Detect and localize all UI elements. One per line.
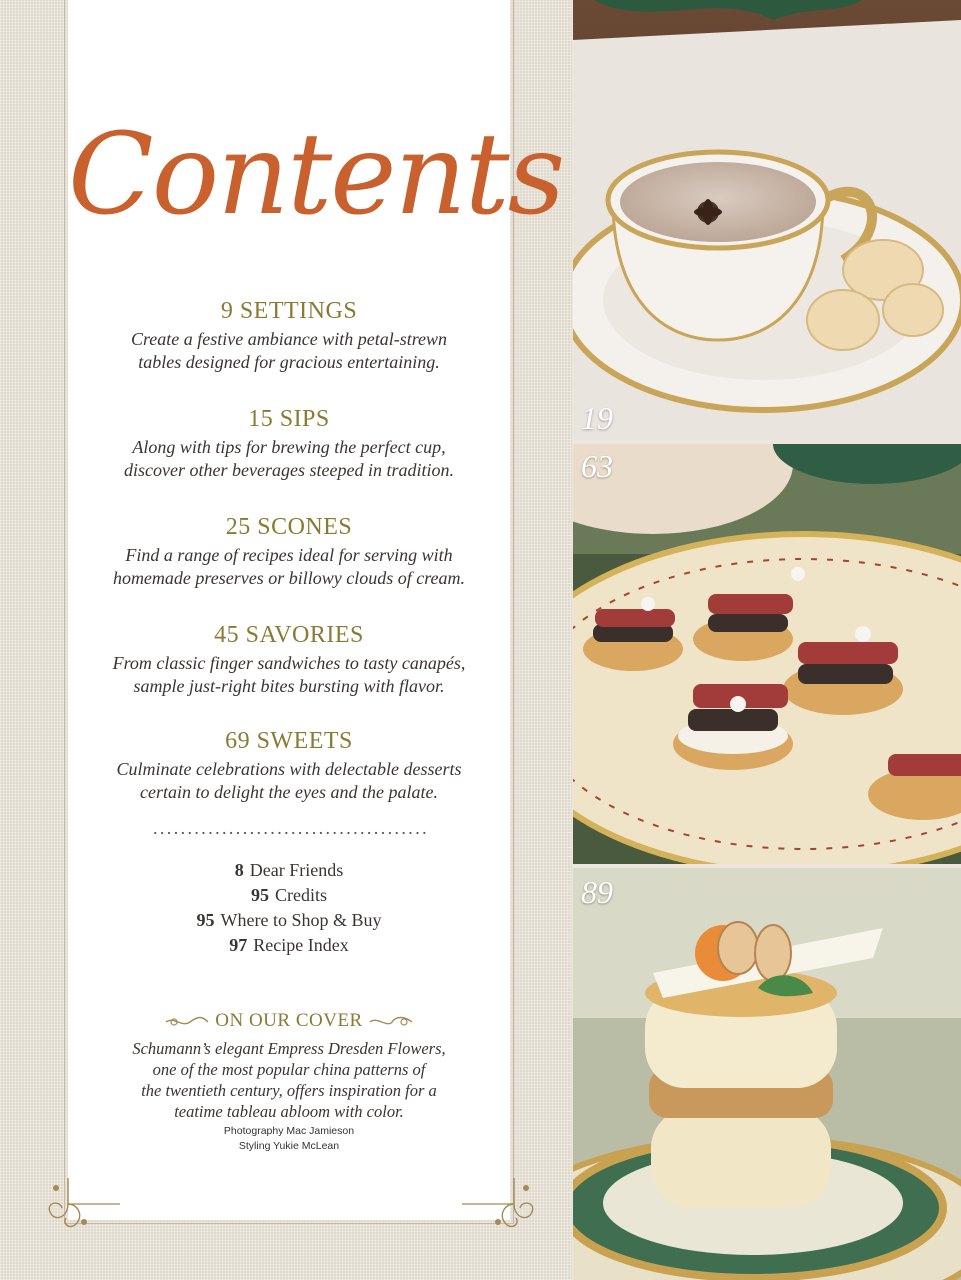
section-heading: 25 SCONES: [225, 514, 353, 540]
photography-credit: Photography Mac Jamieson: [223, 1125, 355, 1137]
section-scones[interactable]: [68, 512, 510, 590]
extras-item-recipe-index[interactable]: 97 Recipe Index: [229, 935, 349, 955]
section-savories[interactable]: [68, 620, 510, 698]
teacup-photo[interactable]: [573, 0, 961, 440]
section-heading: 15 SIPS: [248, 406, 330, 432]
page-number-63: 63: [581, 448, 613, 484]
section-settings[interactable]: [68, 296, 510, 374]
corner-ornament-right-icon: [458, 1174, 538, 1234]
section-heading: 45 SAVORIES: [214, 622, 364, 648]
flourish-right-icon: [368, 1014, 414, 1030]
page-number-19: 19: [581, 400, 613, 436]
page-number-89: 89: [581, 874, 613, 910]
section-sweets[interactable]: [68, 726, 510, 804]
flourish-left-icon: [164, 1014, 210, 1030]
section-heading: 69 SWEETS: [225, 728, 353, 754]
cover-description: Schumann’s elegant Empress Dresden Flowers, one of the most popular china patterns of the twentieth century, offers inspiration for a teatime tableau abloom with color.: [132, 1039, 446, 1121]
extras-item-dear-friends[interactable]: 8 Dear Friends: [234, 860, 344, 880]
styling-credit: Styling Yukie McLean: [238, 1140, 340, 1152]
section-description: From classic finger sandwiches to tasty canapés, sample just-right bites bursting with flavor.: [112, 653, 466, 696]
canape-photo[interactable]: [573, 444, 961, 864]
section-description: Create a festive ambiance with petal-strewn tables designed for gracious entertaining.: [130, 329, 448, 372]
extras-list: [68, 858, 510, 958]
dessert-photo[interactable]: [573, 868, 961, 1280]
dotted-divider: ........................................: [153, 818, 429, 838]
section-sips[interactable]: [68, 404, 510, 482]
corner-ornament-left-icon: [44, 1174, 124, 1234]
section-description: Culminate celebrations with delectable desserts certain to delight the eyes and the palate.: [116, 759, 462, 802]
section-description: Find a range of recipes ideal for serving with homemade preserves or billowy clouds of cream.: [112, 545, 466, 588]
extras-item-where-to-shop[interactable]: 95 Where to Shop & Buy: [196, 910, 382, 930]
extras-item-credits[interactable]: 95 Credits: [251, 885, 327, 905]
page-title: Contents: [68, 110, 564, 240]
section-heading: 9 SETTINGS: [220, 298, 358, 324]
cover-heading: ON OUR COVER: [68, 1010, 510, 1032]
section-description: Along with tips for brewing the perfect cup, discover other beverages steeped in tradition.: [124, 437, 454, 480]
